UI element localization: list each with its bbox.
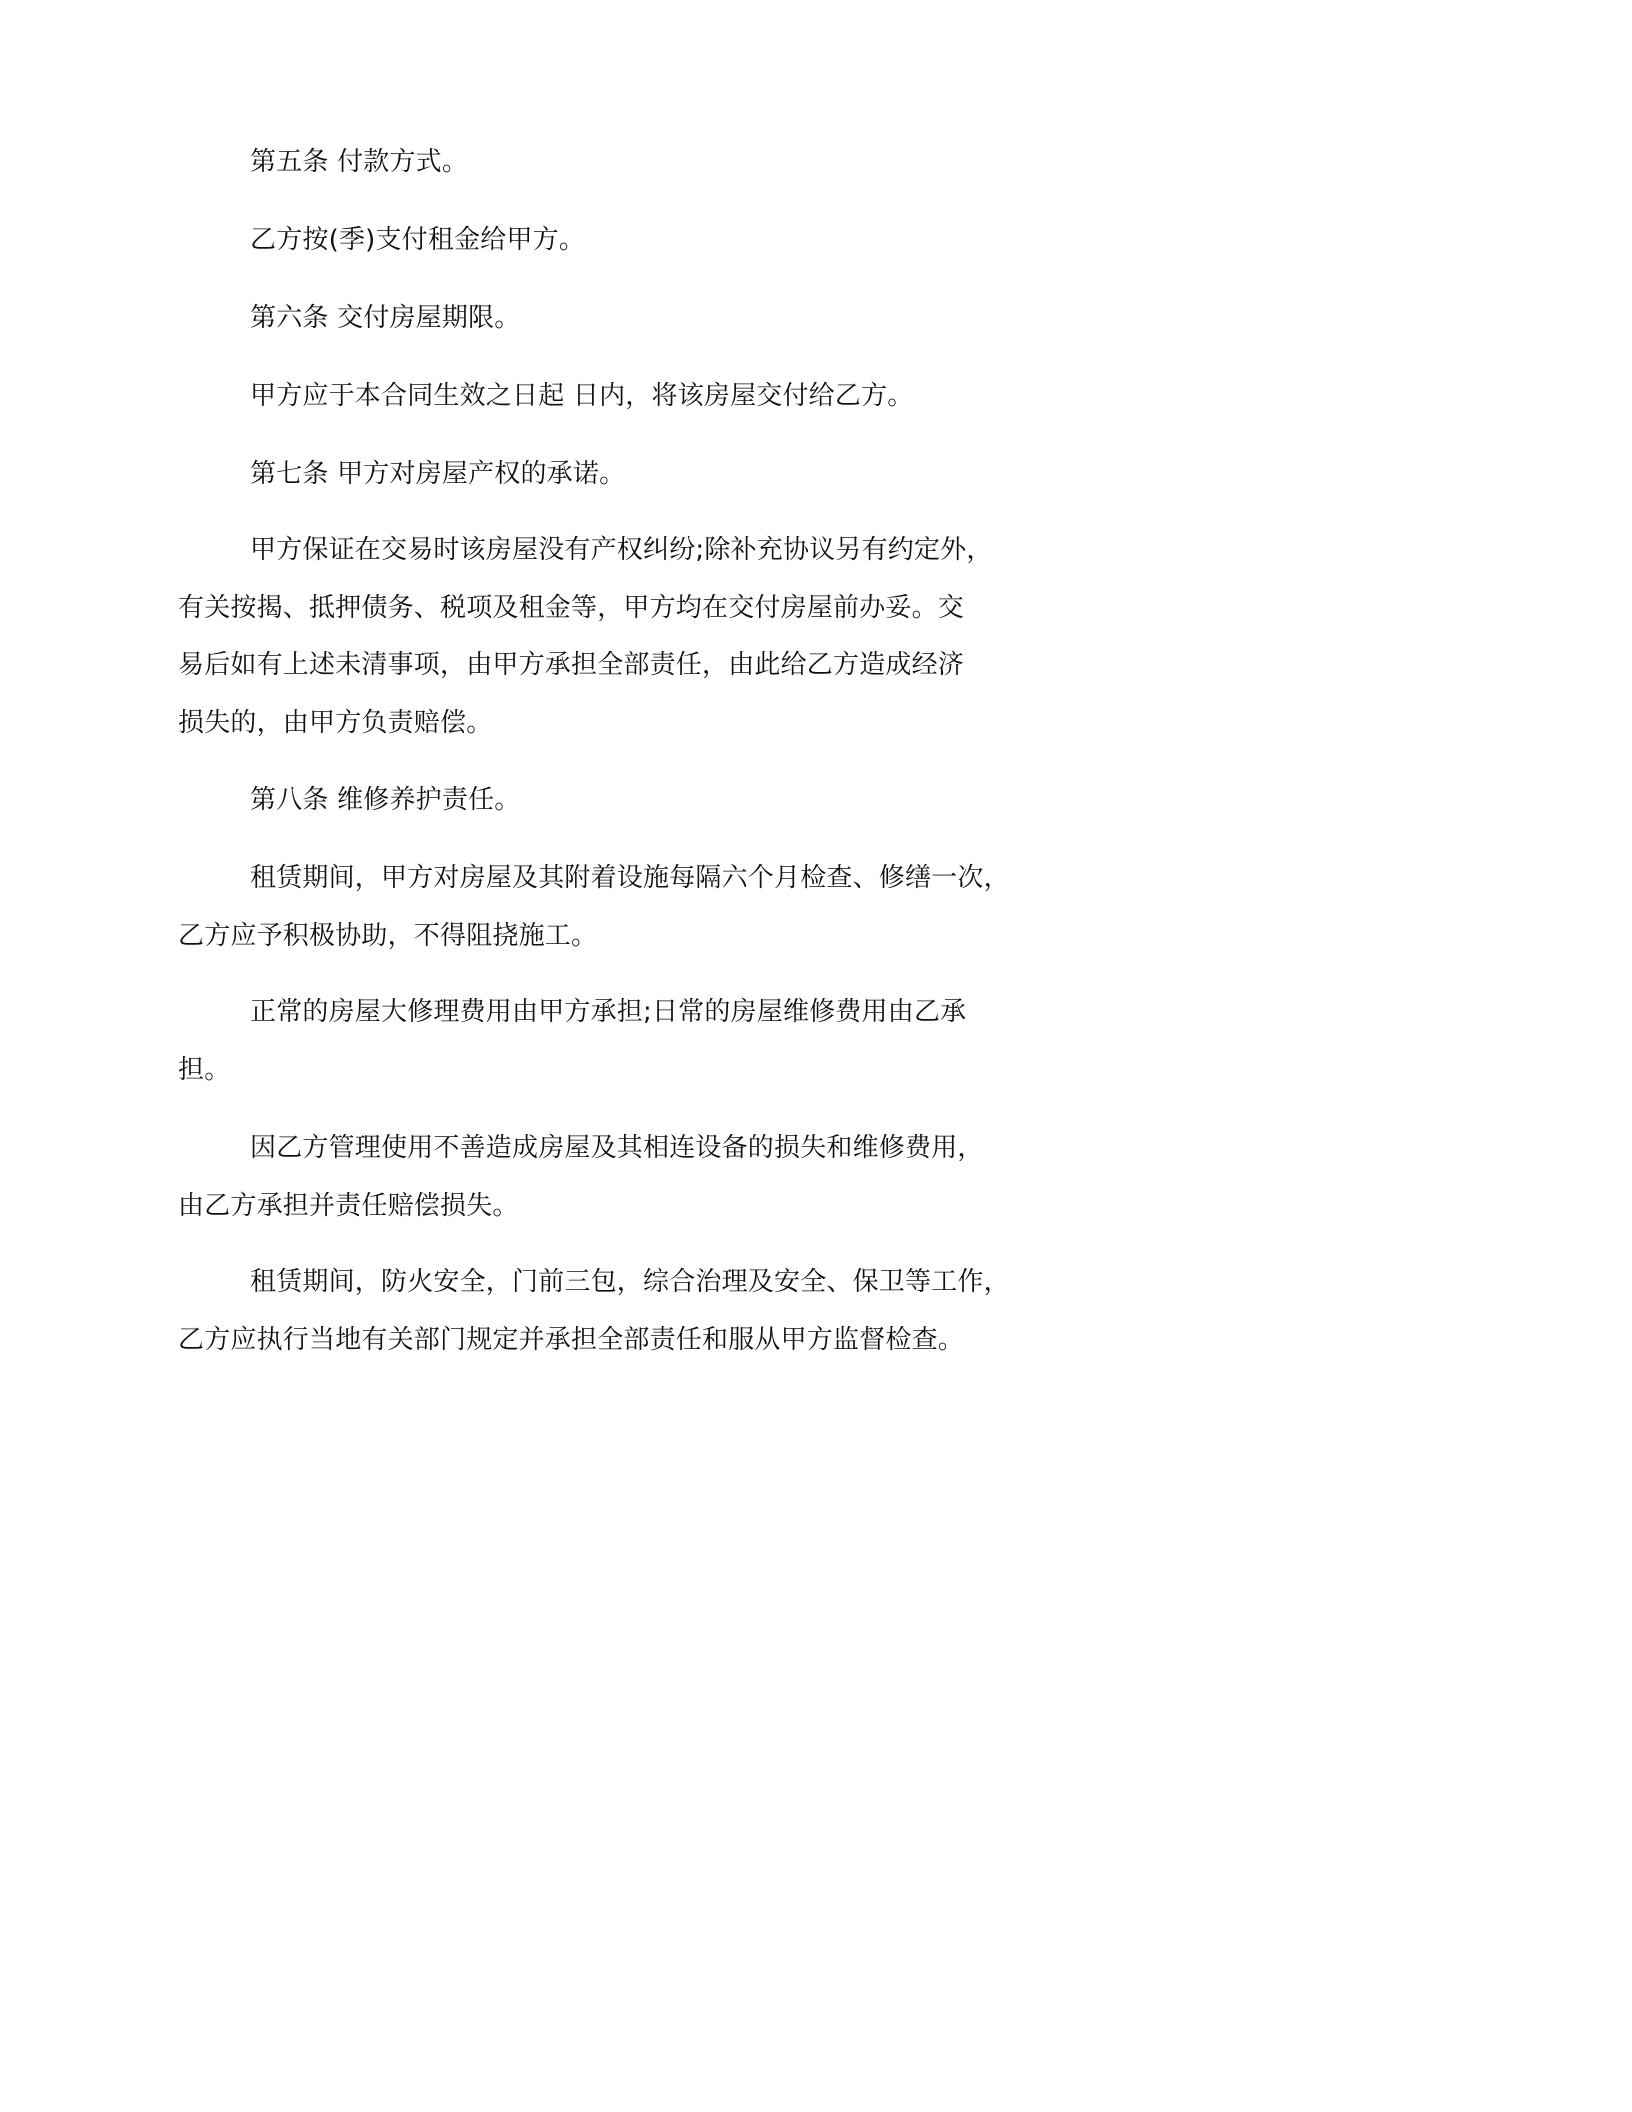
text-line: 甲方保证在交易时该房屋没有产权纠纷;除补充协议另有约定外，: [250, 535, 993, 565]
paragraph-delivery-term: [178, 368, 1058, 426]
text-line: 第七条 甲方对房屋产权的承诺。: [250, 459, 626, 489]
text-line: 正常的房屋大修理费用由甲方承担;日常的房屋维修费用由乙承: [250, 997, 967, 1027]
text-line: 乙方按(季)支付租金给甲方。: [250, 225, 586, 255]
paragraph-property-rights-promise: [178, 522, 1058, 752]
text-line: 因乙方管理使用不善造成房屋及其相连设备的损失和维修费用，: [250, 1133, 984, 1163]
paragraph-repair-costs: [178, 984, 1058, 1099]
paragraph-payment-method: [178, 212, 1058, 270]
text-line: 甲方应于本合同生效之日起 日内，将该房屋交付给乙方。: [250, 381, 914, 411]
text-line: 乙方应予积极协助，不得阻挠施工。: [178, 920, 598, 951]
paragraph-safety-responsibility: [178, 1254, 1058, 1369]
paragraph-tenant-damage-liability: [178, 1120, 1058, 1235]
paragraph-article-8-title: [178, 772, 1058, 830]
text-line: 担。: [178, 1054, 231, 1085]
text-line: 第五条 付款方式。: [250, 147, 469, 177]
text-line: 易后如有上述未清事项，由甲方承担全部责任，由此给乙方造成经济: [178, 650, 965, 680]
text-line: 第八条 维修养护责任。: [250, 785, 521, 815]
paragraph-article-5-title: [178, 134, 1058, 192]
text-line: 乙方应执行当地有关部门规定并承担全部责任和服从甲方监督检查。: [178, 1324, 965, 1355]
text-line: 租赁期间，甲方对房屋及其附着设施每隔六个月检查、修缮一次，: [250, 863, 1010, 893]
text-line: 损失的，由甲方负责赔偿。: [178, 707, 493, 738]
paragraph-article-6-title: [178, 290, 1058, 348]
paragraph-article-7-title: [178, 446, 1058, 504]
text-line: 租赁期间，防火安全，门前三包，综合治理及安全、保卫等工作，: [250, 1267, 1010, 1297]
paragraph-inspection-repair: [178, 850, 1058, 965]
text-line: 由乙方承担并责任赔偿损失。: [178, 1190, 519, 1221]
text-line: 第六条 交付房屋期限。: [250, 303, 521, 333]
text-line: 有关按揭、抵押债务、税项及租金等，甲方均在交付房屋前办妥。交: [178, 592, 965, 623]
